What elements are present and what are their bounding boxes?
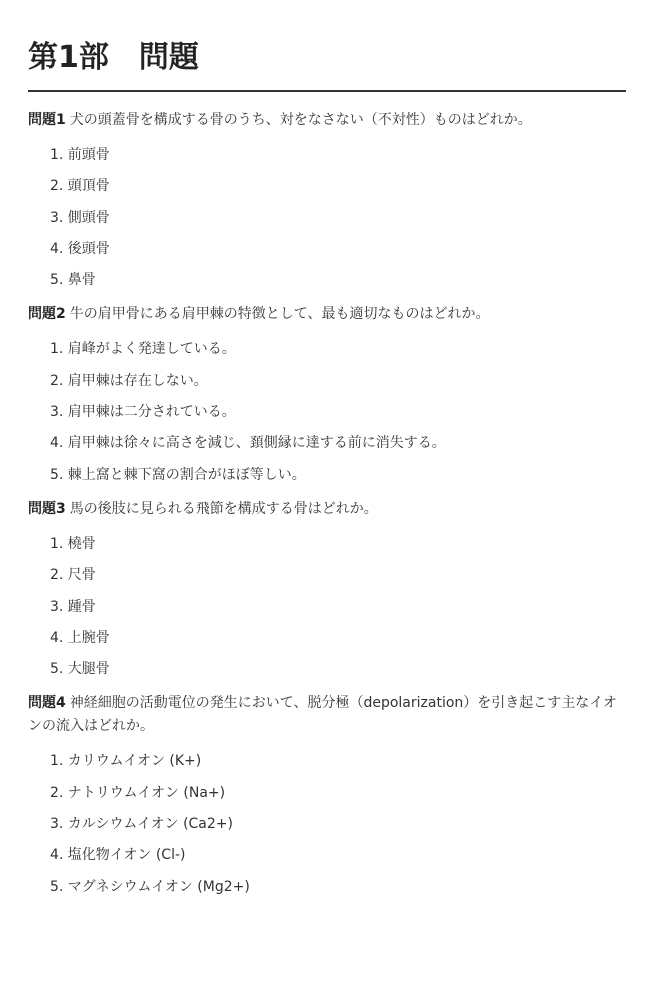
question-body: 神経細胞の活動電位の発生において、脱分極（depolarization）を引き起こす主なイオンの流入はどれか。 [28,695,617,735]
choice-item: 4. 後頭骨 [50,240,110,257]
choice-item: 3. 肩甲棘は二分されている。 [50,404,236,421]
question-label: 問題2 [28,306,66,323]
choice-item: 2. ナトリウムイオン (Na+) [50,784,226,801]
question-body: 犬の頭蓋骨を構成する骨のうち、対をなさない（不対性）ものはどれか。 [69,112,532,128]
choice-item: 5. 棘上窩と棘下窩の割合がほぼ等しい。 [50,466,306,483]
choice-item: 2. 頭頂骨 [50,178,110,195]
question-text [28,109,626,132]
question-4 [28,692,626,902]
choice-item: 3. 踵骨 [50,598,96,615]
choice-list [28,140,626,296]
question-1 [28,109,626,296]
title-divider [28,90,626,92]
choice-item: 1. カリウムイオン (K+) [50,753,202,770]
choice-item: 1. 前頭骨 [50,147,110,163]
question-text [28,303,626,326]
page-title: 第1部 問題 [28,40,199,75]
choice-item: 3. 側頭骨 [50,209,110,226]
question-2 [28,303,626,490]
question-text [28,498,626,521]
question-body: 牛の肩甲骨にある肩甲棘の特徴として、最も適切なものはどれか。 [69,306,490,323]
question-label: 問題3 [28,500,66,517]
choice-item: 5. 鼻骨 [50,272,96,289]
choice-list [28,529,626,685]
choice-item: 1. 橈骨 [50,535,96,552]
question-body: 馬の後肢に見られる飛節を構成する骨はどれか。 [69,500,378,517]
question-text [28,692,626,738]
question-3 [28,498,626,685]
choice-item: 2. 尺骨 [50,567,96,584]
choice-item: 2. 肩甲棘は存在しない。 [50,372,208,389]
choice-item: 3. カルシウムイオン (Ca2+) [50,816,233,833]
choice-item: 1. 肩峰がよく発達している。 [50,341,236,358]
choice-list [28,746,626,902]
question-label: 問題4 [28,695,66,712]
choice-item: 5. マグネシウムイオン (Mg2+) [50,878,250,895]
choice-item: 5. 大腿骨 [50,661,110,678]
choice-list [28,334,626,490]
question-label: 問題1 [28,112,66,128]
choice-item: 4. 肩甲棘は徐々に高さを減じ、頚側縁に達する前に消失する。 [50,435,446,452]
choice-item: 4. 塩化物イオン (Cl-) [50,847,186,864]
choice-item: 4. 上腕骨 [50,629,110,646]
